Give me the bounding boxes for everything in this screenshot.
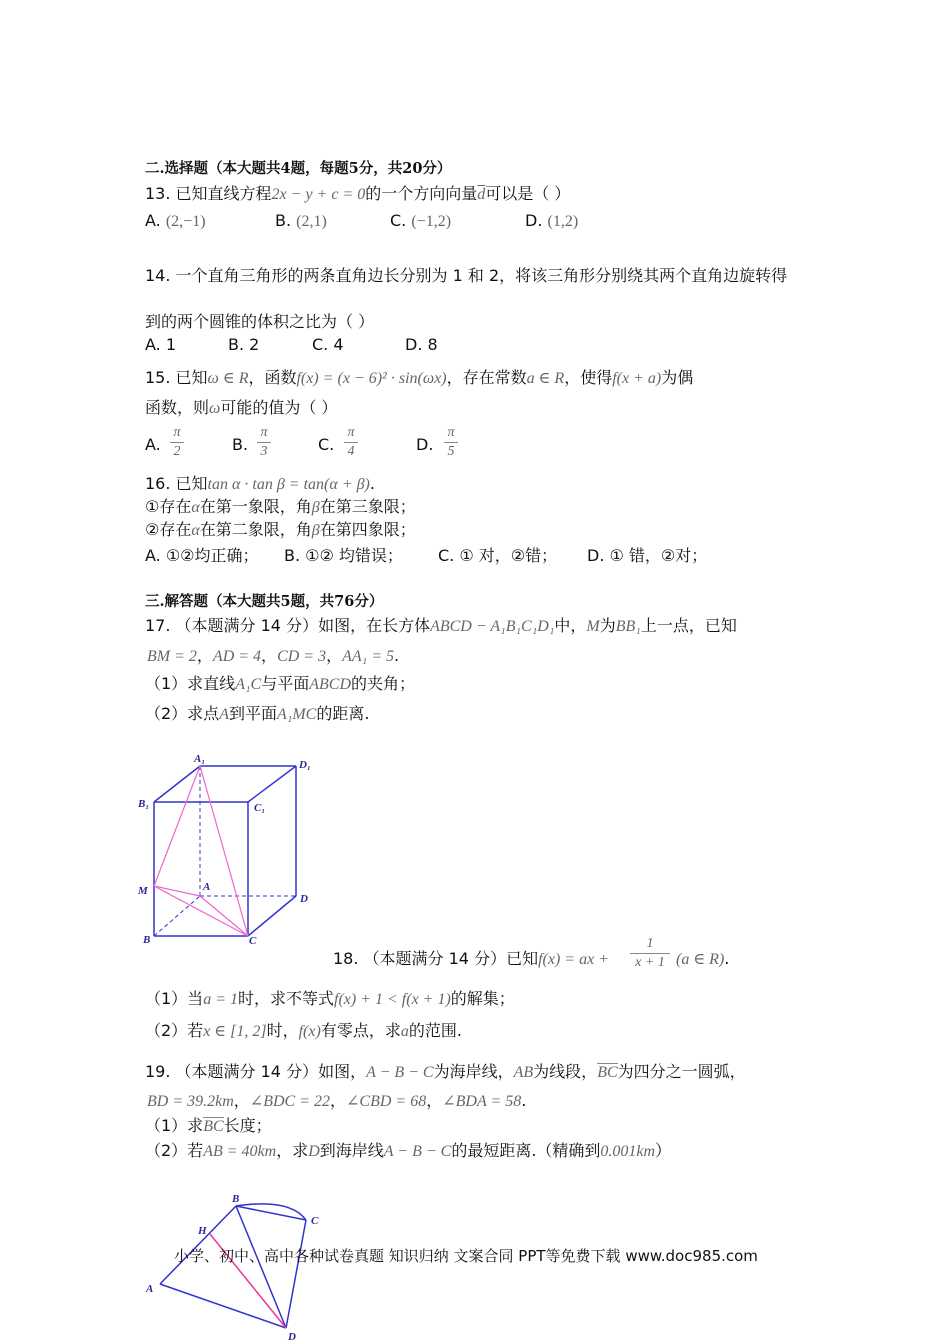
math: tan α · tan β = tan(α + β) bbox=[207, 476, 370, 493]
label-a: A bbox=[146, 1283, 154, 1295]
segment-bd bbox=[236, 1206, 286, 1328]
segment-ma bbox=[154, 886, 200, 896]
text: . bbox=[394, 646, 400, 665]
text: ， bbox=[233, 1091, 250, 1110]
q15-option-d-label: D. bbox=[416, 435, 434, 454]
option-label: A. bbox=[145, 211, 161, 230]
numerator: π bbox=[260, 425, 268, 440]
denominator: x + 1 bbox=[635, 955, 665, 970]
text: 为 bbox=[599, 616, 616, 635]
math: f(x) = ax + bbox=[538, 951, 609, 968]
text: 为四分之一圆弧， bbox=[617, 1062, 746, 1081]
text: （2）若 bbox=[145, 1141, 204, 1160]
q15-option-a-fraction bbox=[170, 425, 184, 460]
text: （1）求 bbox=[145, 1116, 204, 1135]
math: β bbox=[311, 522, 320, 539]
option-label: B. bbox=[275, 211, 292, 230]
text: 到海岸线 bbox=[319, 1141, 384, 1160]
segment-a1c bbox=[200, 766, 248, 936]
q13-stem bbox=[145, 183, 570, 206]
label-b: B bbox=[232, 1193, 240, 1205]
label-b: B bbox=[143, 934, 151, 946]
text: 的夹角； bbox=[351, 674, 416, 693]
text: ， bbox=[261, 646, 278, 665]
q18-fraction bbox=[630, 936, 670, 971]
math: a bbox=[400, 1023, 409, 1040]
q17-givens bbox=[147, 645, 399, 668]
math: BB₁ bbox=[615, 618, 641, 635]
section-2-header bbox=[145, 157, 451, 180]
text: 时， bbox=[266, 1021, 299, 1040]
option-label: D. bbox=[525, 211, 543, 230]
text: 15. 已知 bbox=[145, 368, 208, 387]
text: 19. （本题满分 14 分）如图， bbox=[145, 1062, 367, 1081]
math: f(x) + 1 < f(x + 1) bbox=[334, 991, 451, 1008]
text: （1）当 bbox=[145, 989, 204, 1008]
text: 在第三象限； bbox=[319, 497, 416, 516]
text: （1）求直线 bbox=[145, 674, 236, 693]
label-d: D bbox=[288, 1331, 296, 1343]
text: 有零点，求 bbox=[320, 1021, 401, 1040]
q16-option-c: C. ① 对，②错； bbox=[438, 546, 558, 565]
q14-option-d: D. 8 bbox=[405, 335, 438, 354]
q18-stem bbox=[333, 948, 609, 971]
q16-statement-1 bbox=[145, 496, 416, 519]
label-d1: D₁ bbox=[299, 759, 311, 771]
text: 与平面 bbox=[261, 674, 310, 693]
math: A₁C bbox=[235, 676, 262, 693]
text: 17. （本题满分 14 分）如图，在长方体 bbox=[145, 616, 431, 635]
q13-text-a: 13. 已知直线方程 bbox=[145, 184, 272, 203]
section-3-header bbox=[145, 590, 383, 613]
q14-option-b: B. 2 bbox=[228, 335, 260, 354]
footer-url[interactable]: www.doc985.com bbox=[625, 1247, 758, 1265]
q15-option-c-label: C. bbox=[318, 435, 335, 454]
math-arc: BC bbox=[597, 1064, 618, 1081]
math: AD = 4 bbox=[212, 648, 262, 665]
label-c: C bbox=[311, 1215, 319, 1227]
math: AB = 40km bbox=[203, 1143, 277, 1160]
text: . bbox=[369, 474, 375, 493]
denominator: 5 bbox=[447, 444, 455, 459]
footer-text: 小学、初中、高中各种试卷真题 知识归纳 文案合同 PPT等免费下载 bbox=[174, 1247, 621, 1265]
math: A − B − C bbox=[383, 1143, 452, 1160]
q16-option-d: D. ① 错，②对； bbox=[587, 546, 708, 565]
segment-bc-chord bbox=[236, 1206, 306, 1220]
math: A bbox=[219, 706, 229, 723]
math: ABCD bbox=[309, 676, 351, 693]
math: α bbox=[191, 522, 200, 539]
text: 长度； bbox=[223, 1116, 272, 1135]
text: 的范围. bbox=[408, 1021, 462, 1040]
text: 在第一象限，角 bbox=[199, 497, 312, 516]
q15-option-c-fraction bbox=[344, 425, 358, 460]
math: CD = 3 bbox=[277, 648, 327, 665]
q18-domain bbox=[676, 948, 729, 971]
math: AA₁ = 5 bbox=[342, 648, 395, 665]
math: β bbox=[311, 499, 320, 516]
q14-option-c: C. 4 bbox=[312, 335, 344, 354]
text: 到平面 bbox=[228, 704, 277, 723]
label-h: H bbox=[198, 1225, 207, 1237]
math-arc: BC bbox=[203, 1118, 224, 1135]
text: 在第四象限； bbox=[319, 520, 416, 539]
text: ，求 bbox=[276, 1141, 309, 1160]
q17-part-1 bbox=[145, 673, 415, 696]
footer-watermark bbox=[174, 1245, 758, 1266]
q13-vector: $\overline{d}$ bbox=[477, 186, 486, 203]
label-m: M bbox=[138, 885, 148, 897]
q15-line-2 bbox=[145, 397, 337, 420]
q19-coastline-figure bbox=[140, 1190, 340, 1344]
denominator: 2 bbox=[173, 444, 181, 459]
q15-option-d-fraction bbox=[444, 425, 458, 460]
math: M bbox=[586, 618, 600, 635]
math: x ∈ [1, 2] bbox=[203, 1023, 267, 1040]
text: ， bbox=[330, 1091, 347, 1110]
numerator: π bbox=[347, 425, 355, 440]
text: 可能的值为（ ） bbox=[220, 398, 338, 417]
math: (a ∈ R) bbox=[676, 951, 725, 968]
text: ， bbox=[326, 646, 343, 665]
q13-option-c bbox=[390, 210, 451, 233]
text: ， bbox=[426, 1091, 443, 1110]
q17-cuboid-figure bbox=[130, 750, 330, 950]
q13-option-b bbox=[275, 210, 327, 233]
text: ，函数 bbox=[248, 368, 297, 387]
q13-option-a bbox=[145, 210, 206, 233]
math: a = 1 bbox=[203, 991, 238, 1008]
q15-option-b-fraction bbox=[257, 425, 271, 460]
math: ω bbox=[209, 400, 221, 417]
q18-part-2 bbox=[145, 1020, 462, 1043]
q14-line-1: 14. 一个直角三角形的两条直角边长分别为 1 和 2，将该三角形分别绕其两个直角边旋转得 bbox=[145, 266, 788, 285]
text: （2）若 bbox=[145, 1021, 204, 1040]
section-2-note: （本大题共4题，每题5分，共20分） bbox=[208, 160, 452, 177]
math: f(x) bbox=[298, 1023, 321, 1040]
section-3-note: （本大题共5题，共76分） bbox=[208, 593, 384, 610]
segment-mc bbox=[154, 886, 248, 936]
text: 上一点，已知 bbox=[640, 616, 737, 635]
q19-givens bbox=[147, 1090, 526, 1113]
text: 为线段， bbox=[533, 1062, 598, 1081]
numerator: 1 bbox=[646, 936, 654, 951]
math: 0.001km bbox=[600, 1143, 656, 1160]
denominator: 4 bbox=[347, 444, 355, 459]
text: ，存在常数 bbox=[446, 368, 527, 387]
text: 的解集； bbox=[450, 989, 515, 1008]
text: 在第二象限，角 bbox=[199, 520, 312, 539]
text: ，使得 bbox=[564, 368, 613, 387]
text: ） bbox=[655, 1141, 672, 1160]
segment-cd bbox=[286, 1220, 306, 1328]
edge-c1d1 bbox=[248, 766, 296, 802]
q17-part-2 bbox=[145, 703, 369, 726]
numerator: π bbox=[173, 425, 181, 440]
option-value: (1,2) bbox=[547, 213, 579, 230]
label-c: C bbox=[249, 935, 257, 947]
text: . bbox=[521, 1091, 527, 1110]
q13-text-b: 的一个方向向量 bbox=[365, 184, 478, 203]
option-value: (2,1) bbox=[296, 213, 327, 230]
q13-equation: 2x − y + c = 0 bbox=[271, 186, 366, 203]
math: A₁MC bbox=[276, 706, 317, 723]
denominator: 3 bbox=[260, 444, 268, 459]
edge-ba-hidden bbox=[154, 896, 200, 936]
q15-option-a-label: A. bbox=[145, 435, 161, 454]
q13-text-c: 可以是（ ） bbox=[485, 184, 571, 203]
text: 16. 已知 bbox=[145, 474, 208, 493]
q16-option-a: A. ①②均正确； bbox=[145, 546, 259, 565]
math: ω ∈ R bbox=[207, 370, 249, 387]
label-d: D bbox=[300, 893, 308, 905]
text: 时，求不等式 bbox=[237, 989, 334, 1008]
option-label: C. bbox=[390, 211, 407, 230]
q17-stem bbox=[145, 615, 737, 638]
q18-part-1 bbox=[145, 988, 515, 1011]
text: ， bbox=[196, 646, 213, 665]
text: 中， bbox=[554, 616, 587, 635]
edge-cd bbox=[248, 896, 296, 936]
label-b1: B₁ bbox=[138, 798, 150, 810]
text: ②存在 bbox=[145, 520, 192, 539]
math: ∠BDC = 22 bbox=[249, 1093, 330, 1110]
math: ABCD − A₁B₁C₁D₁ bbox=[430, 618, 555, 635]
label-a1: A₁ bbox=[194, 753, 206, 765]
math: f(x) = (x − 6)² · sin(ωx) bbox=[296, 370, 447, 387]
q19-part-2 bbox=[145, 1140, 671, 1163]
math: a ∈ R bbox=[526, 370, 565, 387]
text: 18. （本题满分 14 分）已知 bbox=[333, 949, 539, 968]
q16-option-b: B. ①② 均错误； bbox=[284, 546, 403, 565]
q13-option-d bbox=[525, 210, 578, 233]
text: 为偶 bbox=[661, 368, 694, 387]
math: ∠BDA = 58 bbox=[442, 1093, 522, 1110]
math: f(x + a) bbox=[612, 370, 662, 387]
section-3-title: 三.解答题 bbox=[145, 593, 209, 610]
text: （2）求点 bbox=[145, 704, 220, 723]
math: BM = 2 bbox=[147, 648, 197, 665]
option-value: (−1,2) bbox=[411, 213, 452, 230]
text: . bbox=[724, 949, 730, 968]
text: 的距离. bbox=[316, 704, 370, 723]
q16-stem bbox=[145, 473, 375, 496]
math: BD = 39.2km bbox=[147, 1093, 234, 1110]
label-c1: C₁ bbox=[254, 802, 266, 814]
text: ①存在 bbox=[145, 497, 192, 516]
option-value: (2,−1) bbox=[165, 213, 206, 230]
segment-ac bbox=[200, 896, 248, 936]
segment-ad bbox=[160, 1284, 286, 1328]
math: ∠CBD = 68 bbox=[346, 1093, 427, 1110]
math: A − B − C bbox=[366, 1064, 434, 1081]
q16-statement-2 bbox=[145, 519, 416, 542]
math: α bbox=[191, 499, 200, 516]
text: 函数，则 bbox=[145, 398, 210, 417]
q14-option-a: A. 1 bbox=[145, 335, 177, 354]
math: AB bbox=[513, 1064, 534, 1081]
q14-line-2: 到的两个圆锥的体积之比为（ ） bbox=[145, 312, 375, 331]
numerator: π bbox=[447, 425, 455, 440]
q15-option-b-label: B. bbox=[232, 435, 249, 454]
q19-stem bbox=[145, 1061, 746, 1084]
math: D bbox=[308, 1143, 320, 1160]
q19-part-1 bbox=[145, 1115, 272, 1138]
label-a: A bbox=[203, 881, 211, 893]
q15-line-1 bbox=[145, 367, 693, 390]
text: 的最短距离.（精确到 bbox=[451, 1141, 601, 1160]
text: 为海岸线， bbox=[433, 1062, 514, 1081]
section-2-title: 二.选择题 bbox=[145, 160, 209, 177]
